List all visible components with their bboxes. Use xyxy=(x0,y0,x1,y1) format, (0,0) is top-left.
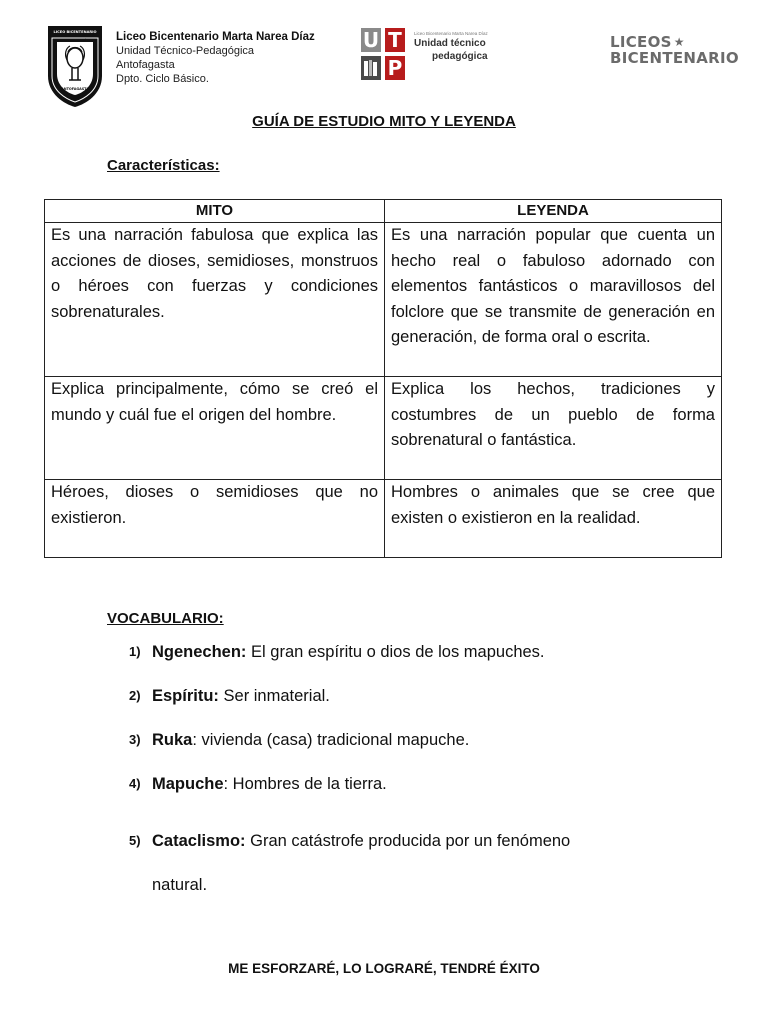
vocab-term: Mapuche xyxy=(152,775,224,793)
vocab-definition: El gran espíritu o dios de los mapuches. xyxy=(246,643,545,661)
school-city: Antofagasta xyxy=(116,59,175,71)
table-cell-mito: Explica principalmente, cómo se creó el mundo y cuál fue el origen del hombre. xyxy=(45,377,385,480)
vocab-definition-continued: natural. xyxy=(152,876,208,894)
page-header xyxy=(0,0,768,110)
table-row xyxy=(45,377,722,480)
table-row xyxy=(45,480,722,558)
vocab-definition: : Hombres de la tierra. xyxy=(223,775,387,793)
column-header-leyenda: LEYENDA xyxy=(385,200,722,223)
vocab-item xyxy=(129,731,669,750)
vocab-definition: Gran catástrofe producida por un fenómeno xyxy=(245,832,571,850)
utp-letter-p: P xyxy=(385,56,405,80)
vocab-number: 5) xyxy=(129,833,141,848)
vocab-number: 4) xyxy=(129,776,141,791)
school-info xyxy=(116,30,315,86)
table-header-row xyxy=(45,200,722,223)
utp-letter-u: U xyxy=(362,28,380,52)
school-name: Liceo Bicentenario Marta Narea Díaz xyxy=(116,31,315,43)
vocab-definition: : vivienda (casa) tradicional mapuche. xyxy=(192,731,470,749)
utp-line1: Unidad técnico xyxy=(414,38,486,49)
vocab-number: 2) xyxy=(129,688,141,703)
vocab-term: Espíritu: xyxy=(152,687,219,705)
seal-ring-text: MARTA NAREA DÍAZ xyxy=(60,37,90,42)
school-unit: Unidad Técnico-Pedagógica xyxy=(116,45,254,57)
vocab-term: Cataclismo: xyxy=(152,832,246,850)
liceos-logo-line2: BICENTENARIO xyxy=(610,49,739,67)
vocab-item xyxy=(129,819,669,907)
vocabulary-heading: VOCABULARIO: xyxy=(107,610,224,627)
liceos-logo-line1: LICEOS xyxy=(610,33,672,51)
utp-letter-t: T xyxy=(385,28,405,52)
vocab-term: Ngenechen: xyxy=(152,643,247,661)
table-cell-mito: Héroes, dioses o semidioses que no existieron. xyxy=(45,480,385,558)
school-seal-logo xyxy=(46,24,104,108)
seal-bottom-text: ANTOFAGASTA xyxy=(61,87,89,91)
vocab-item xyxy=(129,775,669,794)
vocab-definition: Ser inmaterial. xyxy=(218,687,330,705)
vocab-item xyxy=(129,687,669,706)
utp-books-graphic xyxy=(363,59,379,77)
vocab-term: Ruka xyxy=(152,731,193,749)
school-motto: ME ESFORZARÉ, LO LOGRARÉ, TENDRÉ ÉXITO xyxy=(228,961,540,976)
table-cell-leyenda: Hombres o animales que se cree que existen o existieron en la realidad. xyxy=(385,480,722,558)
vocab-number: 1) xyxy=(129,644,141,659)
document-title: GUÍA DE ESTUDIO MITO Y LEYENDA xyxy=(252,113,516,130)
myth-legend-table xyxy=(44,199,722,558)
utp-logo xyxy=(361,28,511,82)
liceos-bicentenario-logo xyxy=(610,34,739,66)
table-cell-leyenda: Explica los hechos, tradiciones y costumbres de un pueblo de forma sobrenatural o fantástica. xyxy=(385,377,722,480)
utp-small-text: Liceo Bicentenario Marta Narea Díaz xyxy=(414,31,488,36)
vocab-item xyxy=(129,643,669,662)
vocab-number: 3) xyxy=(129,732,141,747)
column-header-mito: MITO xyxy=(45,200,385,223)
seal-top-text: LICEO BICENTENARIO xyxy=(53,30,97,34)
table-cell-leyenda: Es una narración popular que cuenta un hecho real o fabuloso adornado con elementos fantásticos o maravillosos del folclore que se transmite de generación en generación, de forma oral o escrita. xyxy=(385,223,722,377)
school-department: Dpto. Ciclo Básico. xyxy=(116,73,209,85)
utp-line2: pedagógica xyxy=(432,51,488,62)
table-row xyxy=(45,223,722,377)
table-cell-mito: Es una narración fabulosa que explica las acciones de dioses, semidioses, monstruos o héroes con fuerzas y condiciones sobrenaturales. xyxy=(45,223,385,377)
characteristics-heading: Características: xyxy=(107,157,220,174)
star-icon: ★ xyxy=(673,35,685,49)
